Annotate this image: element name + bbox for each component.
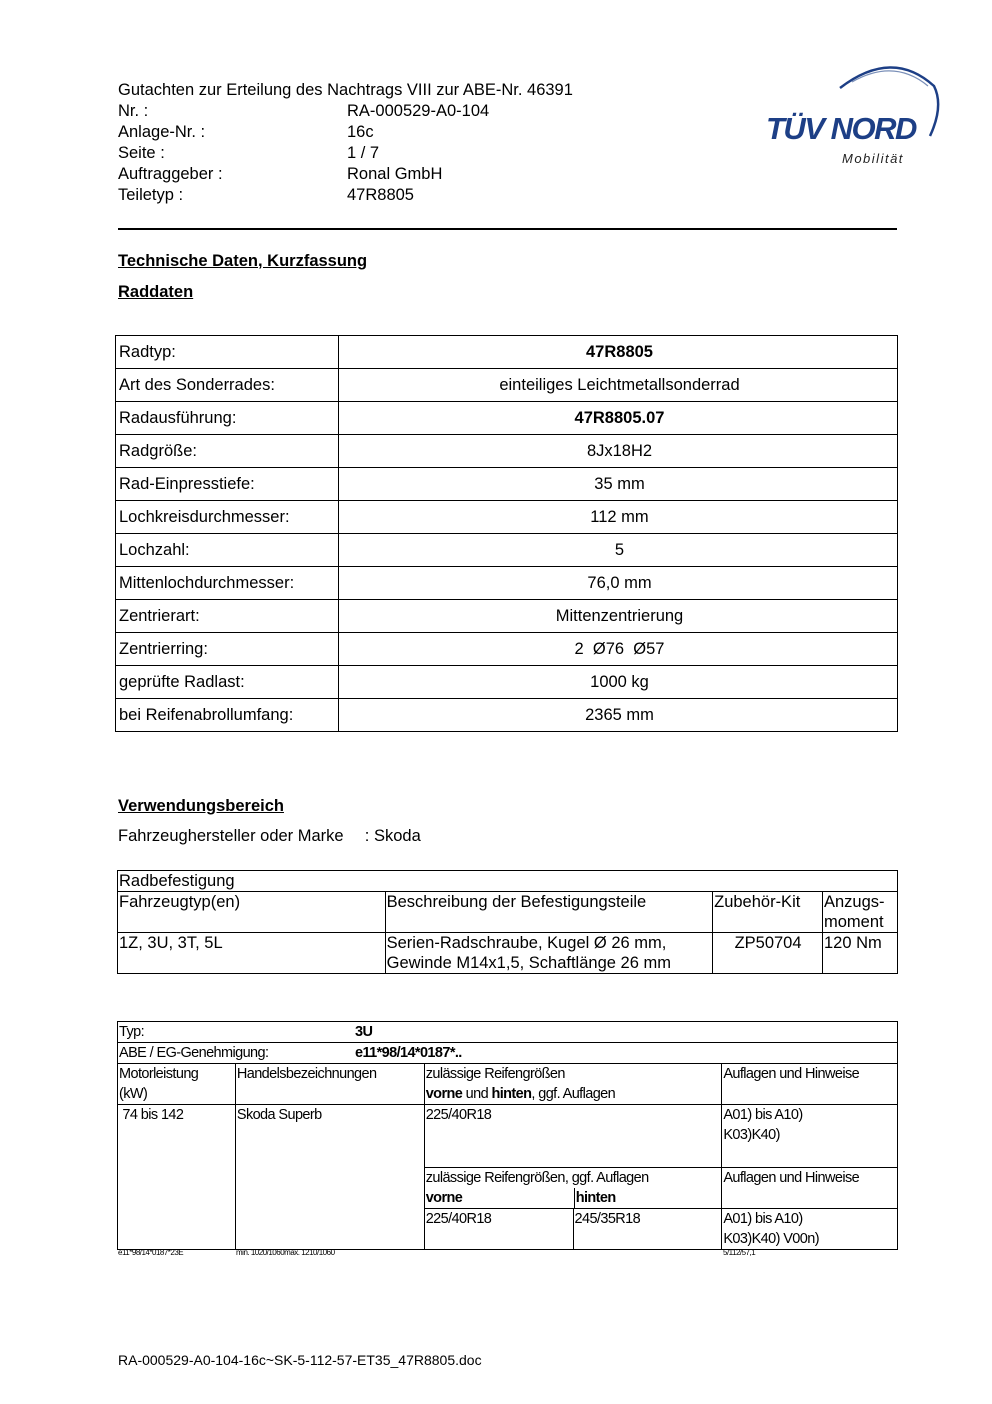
raddaten-table xyxy=(115,335,898,732)
header-text: , ggf. Auflagen xyxy=(531,1086,616,1102)
cell-auflagen xyxy=(722,1209,898,1250)
radbefestigung-table xyxy=(117,870,898,974)
header-line xyxy=(426,1084,722,1104)
table-row xyxy=(116,369,898,402)
raddaten-label: Rad-Einpresstiefe: xyxy=(116,468,339,501)
cell-fahrzeugtyp: 1Z, 3U, 3T, 5L xyxy=(118,933,386,974)
cell-line: Gewinde M14x1,5, Schaftlänge 26 mm xyxy=(386,954,671,972)
subheader-vorne: vorne xyxy=(425,1190,463,1206)
table-row xyxy=(116,699,898,732)
raddaten-label: Mittenlochdurchmesser: xyxy=(116,567,339,600)
cell-line: Serien-Radschraube, Kugel Ø 26 mm, xyxy=(386,934,667,952)
table-header-row xyxy=(118,1064,898,1105)
table-row xyxy=(118,933,898,974)
column-header-motorleistung xyxy=(118,1064,236,1105)
raddaten-value: 5 xyxy=(339,534,898,567)
raddaten-value: 47R8805 xyxy=(339,336,898,369)
section-title-technische: Technische Daten, Kurzfassung xyxy=(118,252,368,270)
column-header-handelsbezeichnungen: Handelsbezeichnungen xyxy=(235,1064,424,1105)
table-row xyxy=(116,534,898,567)
header-divider xyxy=(118,228,897,230)
subheader-vorne-hinten xyxy=(426,1188,722,1208)
header-label: Anlage-Nr. : xyxy=(118,123,206,141)
table-row xyxy=(116,336,898,369)
abe-row xyxy=(118,1043,898,1064)
header-value: 1 / 7 xyxy=(347,144,380,162)
raddaten-label: Zentrierart: xyxy=(116,600,339,633)
raddaten-label: Art des Sonderrades: xyxy=(116,369,339,402)
cell-handelsbezeichnung: Skoda Superb xyxy=(235,1105,424,1168)
raddaten-label: Lochzahl: xyxy=(116,534,339,567)
table-row xyxy=(116,600,898,633)
table-header-row xyxy=(118,892,898,933)
cell-anzugsmoment: 120 Nm xyxy=(823,933,898,974)
header-line: Anzugs- xyxy=(824,893,885,911)
table-row xyxy=(116,501,898,534)
header-line: (kW) xyxy=(119,1086,148,1102)
fahrzeughersteller-label: Fahrzeughersteller oder Marke xyxy=(118,827,344,845)
table-row xyxy=(116,567,898,600)
column-header-reifengroessen xyxy=(424,1064,722,1105)
subheader-reifengroessen xyxy=(424,1168,722,1209)
tiny-note-left: e11*98/14*0187*23E xyxy=(118,1248,184,1257)
cell-motorleistung: 74 bis 142 xyxy=(118,1105,236,1168)
abe-label: ABE / EG-Genehmigung: xyxy=(119,1045,269,1061)
cell-reifengroesse: 225/40R18 xyxy=(424,1105,722,1168)
empty-cell xyxy=(235,1209,424,1250)
table-row xyxy=(118,1022,898,1043)
header-value: RA-000529-A0-104 xyxy=(347,102,490,120)
raddaten-label: Lochkreisdurchmesser: xyxy=(116,501,339,534)
raddaten-label: Radausführung: xyxy=(116,402,339,435)
table-row xyxy=(116,402,898,435)
section-title-verwendung: Verwendungsbereich xyxy=(118,797,284,815)
header-text: und xyxy=(462,1086,492,1102)
header-row-seite xyxy=(118,143,678,164)
header-line: zulässige Reifengrößen xyxy=(425,1066,565,1082)
header-value: 16c xyxy=(347,123,374,141)
table-row xyxy=(116,435,898,468)
cell-zubehoer-kit: ZP50704 xyxy=(713,933,823,974)
empty-cell xyxy=(235,1168,424,1209)
subheader-line: zulässige Reifengrößen, ggf. Auflagen xyxy=(425,1170,649,1186)
column-header-fahrzeugtyp: Fahrzeugtyp(en) xyxy=(118,892,386,933)
raddaten-value: Mittenzentrierung xyxy=(339,600,898,633)
raddaten-value: 76,0 mm xyxy=(339,567,898,600)
table-row xyxy=(118,871,898,892)
cell-line: A01) bis A10) xyxy=(723,1107,803,1123)
column-header-anzugsmoment xyxy=(823,892,898,933)
raddaten-label: Radgröße: xyxy=(116,435,339,468)
header-line: Motorleistung xyxy=(119,1066,199,1082)
section-title-raddaten: Raddaten xyxy=(118,283,194,301)
table-row xyxy=(116,468,898,501)
raddaten-value: 112 mm xyxy=(339,501,898,534)
header-row-anlage xyxy=(118,122,678,143)
logo-wordmark: TÜV NORD xyxy=(766,111,916,146)
subheader-hinten: hinten xyxy=(575,1190,616,1206)
header-value: 47R8805 xyxy=(347,186,414,204)
header-label: Nr. : xyxy=(118,102,149,120)
abe-value: e11*98/14*0187*.. xyxy=(355,1045,462,1061)
raddaten-label: Zentrierring: xyxy=(116,633,339,666)
fahrzeughersteller-value: Skoda xyxy=(373,827,421,845)
typ-label: Typ: xyxy=(119,1024,144,1040)
table-row xyxy=(118,1105,898,1168)
raddaten-label: geprüfte Radlast: xyxy=(116,666,339,699)
cell-line: K03)K40) xyxy=(723,1127,780,1143)
raddaten-value: 35 mm xyxy=(339,468,898,501)
logo-subtitle: Mobilität xyxy=(842,151,904,166)
header-label: Teiletyp : xyxy=(118,186,184,204)
raddaten-value: 1000 kg xyxy=(339,666,898,699)
header-bold: vorne xyxy=(425,1086,463,1102)
cell-beschreibung xyxy=(385,933,712,974)
table-subheader-row xyxy=(118,1168,898,1209)
cell-vorne: 225/40R18 xyxy=(424,1209,573,1250)
column-header-beschreibung: Beschreibung der Befestigungsteile xyxy=(385,892,712,933)
empty-cell xyxy=(118,1209,236,1250)
fahrzeughersteller-line xyxy=(118,827,421,846)
radbefestigung-title: Radbefestigung xyxy=(118,871,898,892)
raddaten-value: 2365 mm xyxy=(339,699,898,732)
raddaten-label: Radtyp: xyxy=(116,336,339,369)
tiny-note-right: 5/112/57,1 xyxy=(723,1248,756,1257)
header-label: Seite : xyxy=(118,144,165,162)
fahrzeughersteller-separator: : xyxy=(364,827,370,845)
raddaten-value: 8Jx18H2 xyxy=(339,435,898,468)
document-title: Gutachten zur Erteilung des Nachtrags VIII zur ABE-Nr. 46391 xyxy=(118,81,573,99)
cell-auflagen xyxy=(722,1105,898,1168)
raddaten-label: bei Reifenabrollumfang: xyxy=(116,699,339,732)
table-row xyxy=(118,1209,898,1250)
typ-row xyxy=(118,1022,898,1043)
raddaten-value: 47R8805.07 xyxy=(339,402,898,435)
typ-table xyxy=(117,1021,898,1250)
cell-line: A01) bis A10) xyxy=(723,1211,803,1227)
header-row-teiletyp xyxy=(118,185,678,206)
header-label: Auftraggeber : xyxy=(118,165,223,183)
header-value: Ronal GmbH xyxy=(347,165,443,183)
tiny-note-mid: min. 1020/1060max. 1210/1060 xyxy=(236,1248,335,1257)
tuev-nord-logo xyxy=(762,58,942,173)
header-bold: hinten xyxy=(491,1086,532,1102)
subheader-auflagen: Auflagen und Hinweise xyxy=(722,1168,898,1209)
table-row xyxy=(118,1043,898,1064)
cell-hinten: 245/35R18 xyxy=(573,1209,722,1250)
column-header-zubehoer-kit: Zubehör-Kit xyxy=(713,892,823,933)
raddaten-value: 2 Ø76 Ø57 xyxy=(339,633,898,666)
footer-filename: RA-000529-A0-104-16c~SK-5-112-57-ET35_47R8805.doc xyxy=(118,1352,482,1368)
raddaten-value: einteiliges Leichtmetallsonderrad xyxy=(339,369,898,402)
table-row xyxy=(116,666,898,699)
table-row xyxy=(116,633,898,666)
column-header-auflagen: Auflagen und Hinweise xyxy=(722,1064,898,1105)
header-line: moment xyxy=(824,913,884,931)
header-row-auftraggeber xyxy=(118,164,678,185)
header-row-nr xyxy=(118,101,678,122)
document-header xyxy=(118,80,678,206)
cell-line: K03)K40) V00n) xyxy=(723,1231,819,1247)
empty-cell xyxy=(118,1168,236,1209)
typ-value: 3U xyxy=(355,1024,373,1040)
